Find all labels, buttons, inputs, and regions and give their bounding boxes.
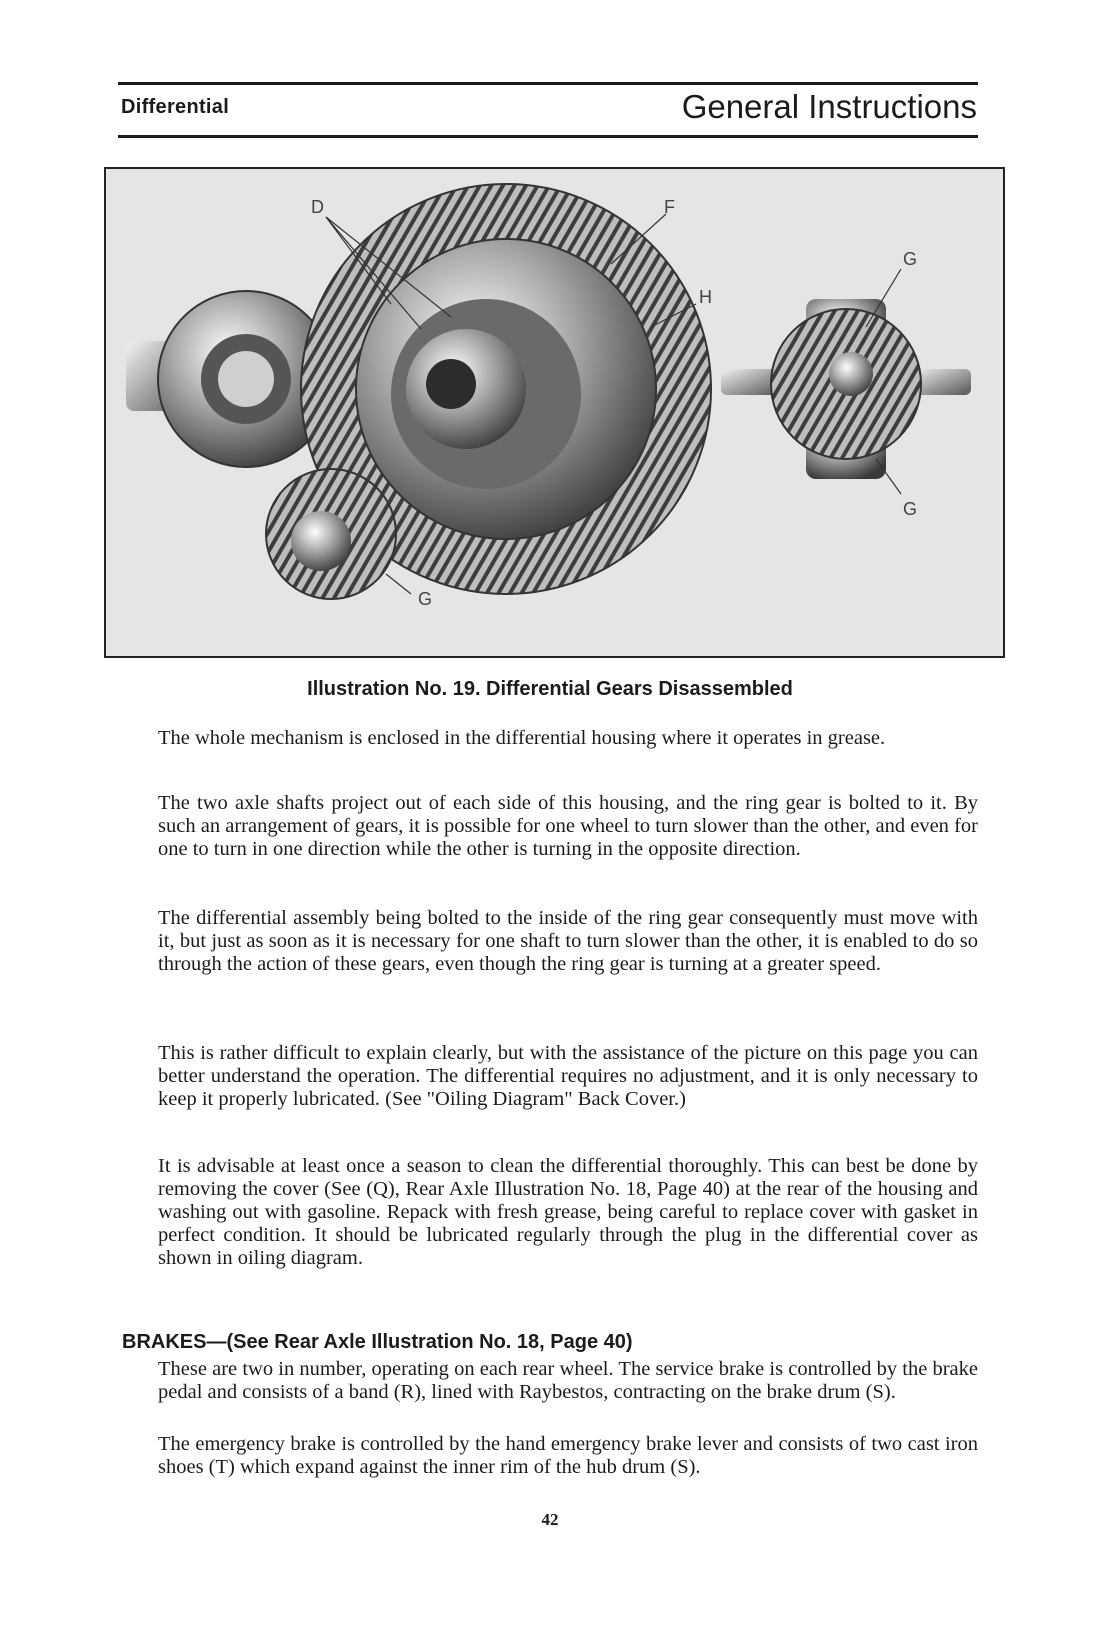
callout-f: F xyxy=(664,197,675,217)
header-rule-top xyxy=(118,82,978,85)
header-rule-bottom xyxy=(118,135,978,138)
section-label: Differential xyxy=(121,96,230,118)
callout-g-right: G xyxy=(903,499,918,519)
callout-g-upper: G xyxy=(903,249,918,269)
body-paragraph: The two axle shafts project out of each side of this housing, and the ring gear is bolted to it. By such an arrangement of gears, it is possible for one wheel to turn slower than the other, and even for one to turn in one direction while the other is turning in the opposite direction. xyxy=(158,792,978,860)
body-paragraph: The whole mechanism is enclosed in the differential housing where it operates in grease. xyxy=(158,727,886,749)
brakes-paragraph: These are two in number, operating on each rear wheel. The service brake is controlled by the brake pedal and consists of a band (R), lined with Raybestos, contracting on the brake drum (S). xyxy=(158,1358,978,1403)
page-number: 42 xyxy=(541,1510,559,1529)
callout-g-lower: G xyxy=(418,589,433,609)
brakes-paragraph: The emergency brake is controlled by the hand emergency brake lever and consists of two cast iron shoes (T) which expand against the inner rim of the hub drum (S). xyxy=(158,1433,978,1478)
page-title: General Instructions xyxy=(681,88,977,125)
differential-gears-drawing xyxy=(106,169,1003,656)
side-gear xyxy=(266,469,396,599)
brakes-heading: BRAKES—(See Rear Axle Illustration No. 18, Page 40) xyxy=(122,1331,633,1353)
body-paragraph: The differential assembly being bolted to the inside of the ring gear consequently must move with it, but just as soon as it is necessary for one shaft to turn slower than the other, it is enabled to do so through the action of these gears, even though the ring gear is turning at a greater speed. xyxy=(158,907,978,975)
differential-gears-photo xyxy=(104,167,1005,658)
callout-h: H xyxy=(699,287,712,307)
body-paragraph: This is rather difficult to explain clearly, but with the assistance of the picture on this page you can better understand the operation. The differential requires no adjustment, and it is only necessary to keep it properly lubricated. (See "Oiling Diagram" Back Cover.) xyxy=(158,1042,978,1110)
figure-caption: Illustration No. 19. Differential Gears Disassembled xyxy=(307,678,793,700)
body-paragraph: It is advisable at least once a season to clean the differential thoroughly. This can best be done by removing the cover (See (Q), Rear Axle Illustration No. 18, Page 40) at the rear of the housing and washing out with gasoline. Repack with fresh grease, being careful to replace cover with gasket in perfect condition. It should be lubricated regularly through the plug in the differential cover as shown in oiling diagram. xyxy=(158,1155,978,1269)
callout-d: D xyxy=(311,197,324,217)
